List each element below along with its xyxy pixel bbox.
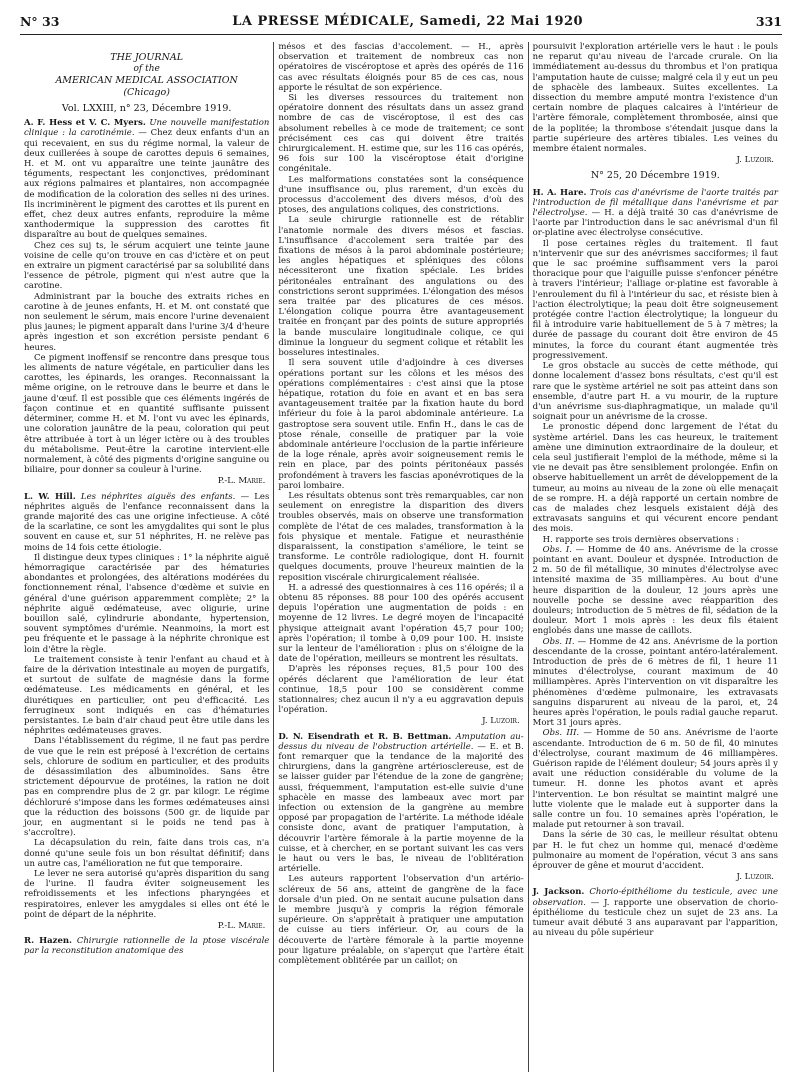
article-eisendrath-bettman <box>278 732 523 875</box>
article-hare <box>533 188 778 239</box>
article-hazen <box>24 936 269 956</box>
journal-heading <box>24 52 269 98</box>
journal-line: of the <box>133 63 160 74</box>
page-number: 331 <box>755 13 782 29</box>
article-hill <box>24 492 269 553</box>
paragraph: Le gros obstacle au succès de cette méthode, qui donne localement d'assez bons résultats, c'est qu'il est rare que le système artériel ne soit pas atteint dans son ensemble, d'autre part H. a vu mourir, de la rupture d'un anévrisme sus-diaphragmatique, un malade qu'il soignait pour un anévrisme de la crosse. <box>532 361 778 423</box>
article-title: Amputation au-dessus du niveau de l'obstruction artérielle. <box>278 731 524 752</box>
page-header <box>20 8 782 35</box>
paragraph: Administrant par la bouche des extraits riches en carotine à de jeunes enfants, H. et M. ont constaté que non seulement le sérum, mais encore l'urine devenaient plus jaunes; le pigment apparaît dans l'urine 3/4 d'heure après ingestion et son excrétion persiste pendant 6 heures. <box>24 291 270 353</box>
observation-text: — Homme de 40 ans. Anévrisme de la crosse pointant en avant. Douleur et dyspnée. Introduction de 2 m. 50 de fil métallique, 30 minutes d'électrolyse avec intensité maxima de 35 milliampères. Au bout d'une heure disparition de la douleur, 12 jours après une nouvelle poche se dessine avec réapparition des douleurs; introduction de 5 mètres de fil, sédation de la douleur. Mort 1 mois après : les deux fils étaient englobés dans une masse de caillots. <box>532 544 778 637</box>
observation-label: Obs. II. <box>542 636 575 647</box>
column-2 <box>273 42 527 1072</box>
paragraph: Les résultats obtenus sont très remarquables, car non seulement on enregistre la disparition des divers troubles observés, mais on observe une transformation complète de l'état de ces malades, transformation à la fois physique et mentale. Fatigue et neurasthénie disparaissent, la constipation s'améliore, le teint se transforme. Le contrôle radiologique, dont H. fournit quelques documents, prouve l'heureux maintien de la reposition viscérale chirurgicalement réalisée. <box>278 490 524 583</box>
observation-2 <box>533 637 778 729</box>
paragraph: H. rapporte ses trois dernières observations : <box>542 534 740 545</box>
issue-date-line: N° 25, 20 Décembre 1919. <box>590 170 720 182</box>
article-title: Chorio-épithéliome du testicule, avec une observation. <box>532 887 778 908</box>
paragraph: Dans l'établissement du régime, il ne faut pas perdre de vue que le rein est préposé à l'excrétion de certains sels, chlorure de sodium en particulier, et des produits de désassimilation des albuminoïdes. Sans être strictement dépourvue de protéines, la ration ne doit pas en comprendre plus de 2 gr. par kilogr. Le régime déchloruré s'impose dans les formes œdémateuses ainsi que la réduction des boissons (500 gr. de liquide par jour, en augmentant si le poids ne tend pas à s'accroître). <box>24 736 270 839</box>
paragraph: — Les néphrites aiguës de l'enfance reconnaissent dans la grande majorité des cas une origine infectieuse. A côté de la scarlatine, ce sont les amygdalites qui sont le plus souvent en cause et, sur 51 néphrites, H. ne relève pas moins de 14 fois cette étiologie. <box>24 491 270 553</box>
paragraph: La seule chirurgie rationnelle est de rétablir l'anatomie normale des divers mésos et fascias. L'insuffisance d'accolement sera traitée par des fixations de mésos à la paroi abdominale postérieure; les angles hépatiques et spléniques des côlons nécessiteront une fixation spéciale. Les brides péritonéales entraînant des angulations ou des constrictions seront supprimées. L'élongation des mésos sera traitée par des plicatures de ces mésos. L'élongation colique pourra être avantageusement traitée en fronçant par des points de suture appropriés la bande musculaire longitudinale colique, ce qui diminue la longueur du segment colique et rétablit les bosselures intestinales. <box>278 215 524 359</box>
paragraph: La décapsulation du rein, faite dans trois cas, n'a donné qu'une seule fois un bon résultat définitif; dans un autre cas, l'amélioration ne fut que temporaire. <box>24 838 270 869</box>
newspaper-page <box>20 8 782 1074</box>
paragraph: H. a adressé des questionnaires à ces 116 opérés; il a obtenu 85 réponses. 88 pour 100 des opérés accusent depuis l'opération une augmentation de poids : en moyenne de 12 livres. Le degré moyen de l'incapacité physique atteignait avant l'opération 45,7 pour 100; après l'opération; il tombe à 0,09 pour 100. H. insiste sur la lenteur de l'amélioration : plus on s'éloigne de la date de l'opération, meilleurs se montrent les résultats. <box>278 582 524 665</box>
paragraph: Si les diverses ressources du traitement non opératoire donnent des résultats dans un assez grand nombre de cas de viscéroptose, il est des cas absolument rebelles à ce mode de traitement; ce sont précisément ces cas qui doivent être traités chirurgicalement. H. estime que, sur les 116 cas opérés, 96 fois sur 100 la viscéroptose était d'origine congénitale. <box>278 93 524 175</box>
observation-label: Obs. III. <box>542 728 580 739</box>
signature: J. Luzoir. <box>736 155 774 166</box>
observation-1 <box>533 545 778 637</box>
volume-line: Vol. LXXIII, n° 23, Décembre 1919. <box>61 103 232 114</box>
journal-line: (Chicago) <box>123 86 170 98</box>
column-3 <box>528 42 782 1072</box>
observation-text: — Homme de 50 ans. Anévrisme de l'aorte ascendante. Introduction de 6 m. 50 de fil, 40 minutes d'électrolyse, courant maximum de 46 milliampères. Guérison rapide de l'élément douleur; 54 jours après il y avait une réduction considérable du volume de la tumeur. H. donne les photos avant et après l'intervention. Le bon résultat se maintint malgré une lutte violente que le malade eut à supporter dans la salle contre un fou. 10 semaines après l'opération, le malade put retourner à son travail. <box>532 728 778 831</box>
paragraph: Les auteurs rapportent l'observation d'un artério-scléreux de 56 ans, atteint de gangrène de la face dorsale d'un pied. On ne sentait aucune pulsation dans le membre jusqu'à y compris la région fémorale supérieure. On s'apprêtait à pratiquer une amputation de cuisse au tiers inférieur. Or, au cours de la découverte de l'artère fémorale à la partie moyenne pour ligature préalable, on s'aperçut que l'artère était complètement oblitérée par un caillot; on <box>278 874 524 967</box>
article-jackson <box>533 887 778 938</box>
article-authors: J. Jackson. <box>532 887 585 898</box>
signature: P.-L. Marie. <box>217 476 266 487</box>
article-title: Chirurgie rationnelle de la ptose viscérale par la reconstitution anatomique des <box>24 936 270 957</box>
observation-text: — Homme de 42 ans. Anévrisme de la portion descendante de la crosse, pointant antéro-latéralement. Introduction de près de 6 mètres de fil, 1 heure 11 minutes d'électrolyse, courant maximum de 40 milliampères. Après l'intervention on vit disparaître les phénomènes d'œdème pulmonaire, les extravasats sanguins disparurent au niveau de la paroi, et, 24 heures après l'opération, le pouls radial gauche reparut. Mort 31 jours après. <box>532 636 778 729</box>
paragraph: — E. et B. font remarquer que la tendance de la majorité des chirurgiens, dans la gangrène artériosclereuse, est de se laisser guider par l'étendue de la zone de gangrène; aussi, fréquemment, l'amputation est-elle suivie d'une sphacèle en masse des lambeaux avec mort par infection ou extension de la gangrène au membre opposé par propagation de l'artérite. La méthode idéale consiste donc, avant de pratiquer l'amputation, à découvrir l'artère fémorale à la partie moyenne de la cuisse, et à chercher, en se portant suivant les cas vers le haut ou vers le bas, le niveau de l'oblitération artérielle. <box>278 741 524 875</box>
column-1 <box>20 42 273 1072</box>
paragraph: Il pose certaines règles du traitement. Il faut n'intervenir que sur des anévrismes sacciformes; il faut que le sac proémine suffisamment vers la paroi thoracique pour que l'aiguille puisse s'enfoncer pénétre à travers l'intérieur; l'alliage or-platine est favorable à l'enroulement du fil à l'intérieur du sac, et résiste bien à l'action électrolytique; la peau doit être soigneusement protégée contre l'action électrolytique; la longueur du fil à introduire varie habituellement de 5 à 7 mètres; la durée de passage du courant doit être environ de 45 minutes, la force du courant étant augmentée très progressivement. <box>532 238 778 361</box>
paragraph: Chez ces suj ts, le sérum acquiert une teinte jaune voisine de celle qu'on trouve en cas d'ictère et on peut en extraire un pigment caractérisé par sa solubilité dans l'essence de pétrole, pigment qui n'est autre que la carotine. <box>24 240 270 292</box>
paragraph: Ce pigment inoffensif se rencontre dans presque tous les aliments de nature végétale, en particulier dans les carottes, les épinards, les oranges. Reconnaissant la même origine, on le retrouve dans le beurre et dans le jaune d'œuf. Il est possible que ces éléments ingérés de façon continue et en quantité suffisante puissent déterminer, comme H. et M. l'ont vu avec les épinards, une coloration jaunâtre de la peau, coloration qui peut être attribuée à tort à un léger ictère ou à des troubles du métabolisme. Peut-être la carotine intervient-elle normalement, à côté des pigments d'origine sanguine ou biliaire, pour donner sa couleur à l'urine. <box>24 352 270 476</box>
article-title: Une nouvelle manifestation clinique : la carotinémie. <box>24 118 270 139</box>
paragraph: mésos et des fascias d'accolement. — H., après observation et traitement de nombreux cas non opératoires de viscéroptose et après des opérés de 116 cas avec résultats éloignés pour 85 de ces cas, nous apporte le résultat de son expérience. <box>278 42 524 93</box>
columns <box>20 42 782 1072</box>
observation-3 <box>533 728 778 830</box>
observation-label: Obs. I. <box>542 544 572 555</box>
paragraph: — H. a déjà traité 30 cas d'anévrisme de l'aorte par l'introduction dans le sac anévrismal d'un fil or-platine avec électrolyse consécutive. <box>532 208 778 239</box>
article-title: Trois cas d'anévrisme de l'aorte traités par l'introduction de fil métallique dans l'anévrisme et par l'électrolyse. <box>532 187 778 219</box>
issue-number: N° 33 <box>20 13 60 29</box>
paragraph: Il distingue deux types cliniques : 1° la néphrite aiguë hémorragique caractérisée par des hématuries abondantes et prolongées, des altérations modérées du fonctionnement rénal, l'absence d'œdème et suivie en général d'une guérison apparemment complète; 2° la néphrite aiguë œdémateuse, avec oligurie, urine bouillon salé, cylindrurie abondante, hypertension, souvent symptômes d'urémie. Neanmoins, la mort est peu fréquente et le passage à la néphrite chronique est loin d'être la règle. <box>24 552 270 655</box>
paragraph: Dans la série de 30 cas, le meilleur résultat obtenu par H. le fut chez un homme qui, menacé d'œdème pulmonaire au moment de l'opération, vécut 3 ans sans éprouver de gêne et mourut d'accident. <box>532 830 778 872</box>
article-title: Les néphrites aiguës des enfants. <box>80 491 236 502</box>
article-authors: R. Hazen. <box>24 936 72 947</box>
paragraph: Il sera souvent utile d'adjoindre à ces diverses opérations portant sur les côlons et les mésos des opérations complémentaires : c'est ainsi que la ptose hépatique, rotation du foie en avant et en bas sera avantageusement traitée par la fixation haute du bord inférieur du foie à la paroi abdominale antérieure. La gastroptose sera souvent utile. Enfin H., dans le cas de ptose rénale, conseille de pratiquer par la voie abdominale antérieure l'occlusion de la partie inférieure de la loge rénale, après avoir soigneusement remis le rein en place, par des points péritonéaux passés profondément à travers les fascias aponévrotiques de la paroi lombaire. <box>278 358 524 491</box>
article-authors: A. F. Hess et V. C. Myers. <box>24 118 146 129</box>
paragraph: D'après les réponses reçues, 81,5 pour 100 des opérés déclarent que l'amélioration de leur état continue, 18,5 pour 100 se considèrent comme stationnaires; chez aucun il n'y a eu aggravation depuis l'opération. <box>278 664 524 716</box>
journal-line: AMERICAN MEDICAL ASSOCIATION <box>55 75 238 86</box>
signature: J. Luzoir. <box>482 716 520 727</box>
signature: J. Luzoir. <box>736 872 774 883</box>
signature: P.-L. Marie. <box>217 921 266 932</box>
paragraph: poursuivit l'exploration artérielle vers le haut : le pouls ne reparut qu'au niveau de l'arcade crurale. On lia immédiatement au-dessus du thrombus et l'on pratiqua l'amputation haute de cuisse; malgré cela il y eut un peu de sphacèle des lambeaux. Suites excellentes. La dissection du membre amputé montra l'existence d'un certain nombre de plaques calcaires à l'intérieur de l'artère fémorale, complètement thrombosée, ainsi que de la poplitée; la thrombose s'étendait jusque dans la partie supérieure des artères tibiales. Les veines du membre étaient normales. <box>532 42 778 155</box>
article-authors: H. A. Hare. <box>532 187 587 198</box>
publication-title: LA PRESSE MÉDICALE, Samedi, 22 Mai 1920 <box>232 13 584 29</box>
article-hess-myers <box>24 118 269 240</box>
article-authors: L. W. Hill. <box>24 491 76 502</box>
paragraph: — Chez deux enfants d'un an qui recevaient, en sus du régime normal, la valeur de deux cuillerées à soupe de carottes depuis 6 semaines, H. et M. ont vu apparaître une teinte jaunâtre des téguments, respectant les conjonctives, prédominant aux régions palmaires et plantaires, non accompagnée de modification de la coloration des selles ni des urines. Ils incriminèrent le pigment des carottes et ils purent en effet, chez deux autres enfants, reproduire la même xanthodermique la suppression des carottes fit disparaître au bout de quelques semaines. <box>24 128 270 241</box>
paragraph: Le lever ne sera autorisé qu'après disparition du sang de l'urine. Il faudra éviter soigneusement les refroidissements et les infections pharyngées et respiratoires, enlever les amygdales si elles ont été le point de départ de la néphrite. <box>24 869 270 920</box>
paragraph: — J. rapporte une observation de chorio-épithéliome du testicule chez un sujet de 23 ans. La tumeur avait débuté 3 ans auparavant par l'apparition, au niveau du pôle supérieur <box>532 897 778 939</box>
paragraph: Le traitement consiste à tenir l'enfant au chaud et à faire de la dérivation intestinale au moyen de purgatifs, et surtout de sulfate de magnésie dans la forme œdémateuse. Les médicaments en général, et les diurétiques en particulier, ont peu d'efficacité. Les ferrugineux sont indiqués en cas d'hématuries persistantes. Le bain d'air chaud peut être utile dans les néphrites œdémateuses graves. <box>24 654 270 737</box>
paragraph: Les malformations constatées sont la conséquence d'une insuffisance ou, plus rarement, d'un excès du processus d'accolement des divers mésos, d'où des ptoses, des angulations coliques, des constrictions. <box>278 174 524 216</box>
paragraph: Le pronostic dépend donc largement de l'état du système artériel. Dans les cas heureux, le traitement amène une diminution extraordinaire de la douleur, et cela seul justifierait l'emploi de la méthode, même si la vie ne devait pas être sensiblement prolongée. Enfin on observe habituellement un arrêt de développement de la tumeur, au moins au niveau de la zone où elle menaçait de se rompre. H. a déjà rapporté un certain nombre de cas de malades chez lesquels existaient déjà des extravasats sanguins et qui vécurent encore pendant des mois. <box>532 422 778 535</box>
journal-line: THE JOURNAL <box>110 52 184 63</box>
article-authors: D. N. Eisendrath et R. B. Bettman. <box>278 731 452 742</box>
